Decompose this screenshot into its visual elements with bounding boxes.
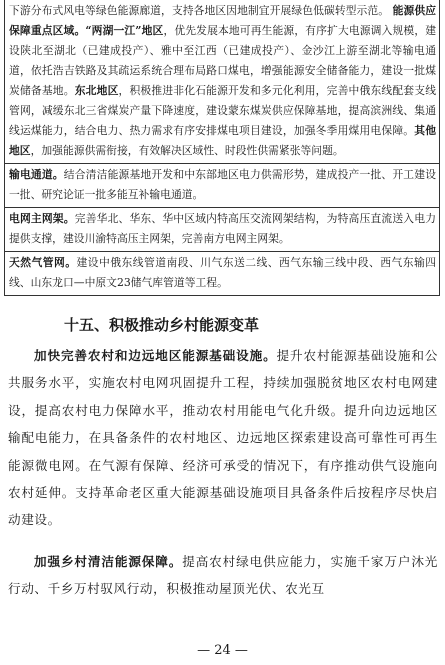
box-cell-regions bbox=[5, 0, 439, 163]
cell-text-lianghu: ，优先发展本地可再生能源，有序扩大电源调入规模，建设陕北至湖北（已建成投产）、雅中至江西（已建成投产）、金沙江上游至湖北等输电通道，依托浩吉铁路及其疏运系统合理布局路口煤电，增强能源安全储备能力，建设一批煤炭储备基地。 bbox=[9, 24, 437, 97]
paragraph-lead-clean-energy: 加强乡村清洁能源保障。 bbox=[34, 553, 183, 569]
box-cell-transmission bbox=[5, 163, 439, 207]
cell-term-other: 其他地区 bbox=[9, 124, 436, 157]
cell-text-other: ，加强能源供需衔接，有效解决区域性、时段性供需紧张等问题。 bbox=[30, 144, 344, 157]
cell-term-lianghu: “两湖一江”地区 bbox=[85, 24, 164, 37]
cell-term-northeast: 东北地区 bbox=[74, 84, 119, 97]
cell-text-northeast: ，积极推进非化石能源开发和多元化利用，完善中俄东线配套支线管网，减缓东北三省煤炭产量下降速度，建设蒙东煤炭供应保障基地，提高滨洲线、集通线运煤能力，结合电力、热力需求有序安排煤电项目建设，加强冬季用煤用电保障。 bbox=[9, 84, 437, 137]
section-heading: 十五、积极推动乡村能源变革 bbox=[64, 316, 260, 334]
cell-term-supply: 能源供应保障重点区域。 bbox=[9, 4, 437, 37]
cell-text-transmission: 结合清洁能源基地开发和中东部地区电力供需形势，建成投产一批、开工建设一批、研究论证一批多能互补输电通道。 bbox=[9, 168, 436, 201]
cell-intro-text: 下游分布式风电等绿色能源廊道，支持各地区因地制宜开展绿色低碳转型示范。 bbox=[9, 4, 390, 17]
paragraph-infrastructure bbox=[8, 342, 438, 534]
paragraph-lead-infrastructure: 加快完善农村和边远地区能源基础设施。 bbox=[34, 348, 277, 363]
cell-term-grid: 电网主网架。 bbox=[9, 212, 75, 225]
box-cell-gas bbox=[5, 251, 439, 295]
section-body bbox=[8, 342, 438, 603]
paragraph-text-clean-energy: 提高农村绿电供应能力，实施千家万户沐光行动、千乡万村驭风行动，积极推动屋顶光伏、农光互 bbox=[8, 553, 438, 597]
page-number: — 24 — bbox=[197, 643, 248, 658]
paragraph-clean-energy bbox=[8, 548, 438, 603]
paragraph-text-infrastructure: 提升农村能源基础设施和公共服务水平，实施农村电网巩固提升工程，持续加强脱贫地区农村电网建设，提高农村电力保障水平，推动农村用能电气化升级。提升向边远地区输配电能力，在具备条件的农村地区、边远地区探索建设高可靠性可再生能源微电网。在气源有保障、经济可承受的情况下，有序推动供气设施向农村延伸。支持革命老区重大能源基础设施项目具备条件后按程序尽快启动建设。 bbox=[8, 348, 438, 528]
cell-text-grid: 完善华北、华东、华中区域内特高压交流网架结构，为特高压直流送入电力提供支撑，建设川渝特高压主网架，完善南方电网主网架。 bbox=[9, 212, 436, 245]
cell-text-gas: 建设中俄东线管道南段、川气东送二线、西气东输三线中段、西气东输四线、山东龙口—中原文23储气库管道等工程。 bbox=[9, 256, 437, 289]
cell-term-transmission: 输电通道。 bbox=[9, 168, 64, 181]
info-box bbox=[4, 0, 440, 296]
cell-term-gas: 天然气管网。 bbox=[9, 256, 77, 269]
box-cell-grid bbox=[5, 207, 439, 251]
